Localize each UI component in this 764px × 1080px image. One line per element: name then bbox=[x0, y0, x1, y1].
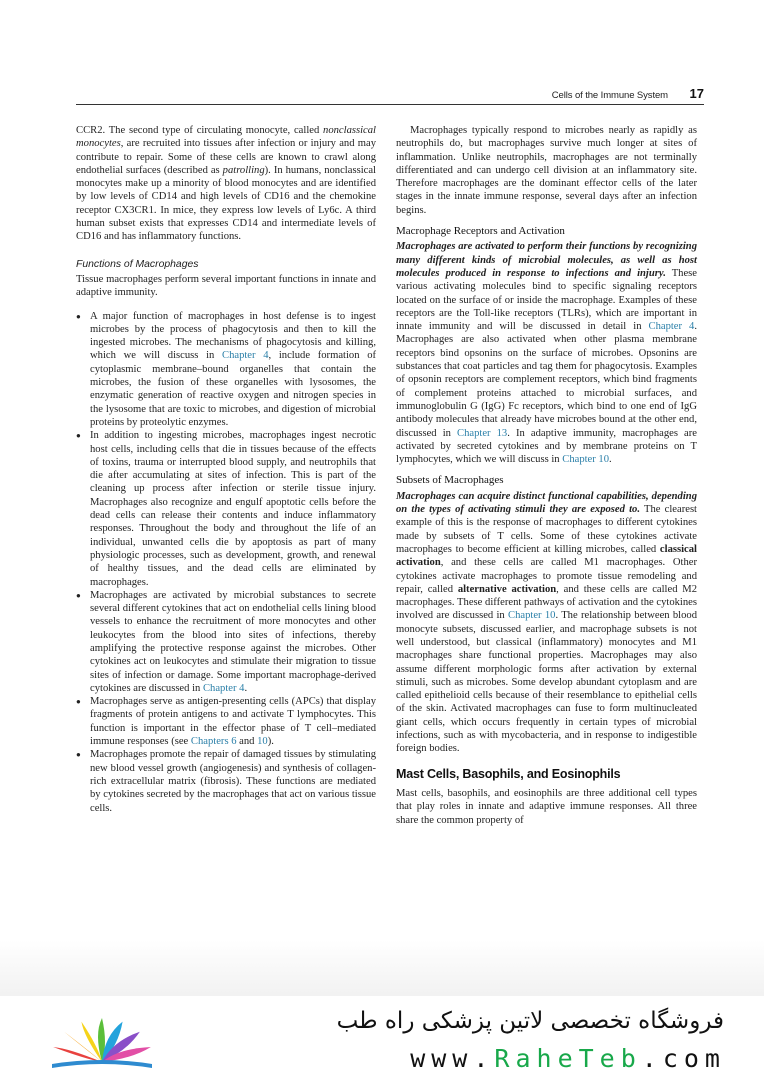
text-run: , and these cells are called M2 macrophages. These different pathways of activation and the cytokines involved are discussed in bbox=[396, 583, 698, 622]
chapter-reference[interactable]: Chapter 4 bbox=[202, 682, 245, 694]
right-column bbox=[396, 124, 697, 827]
text-run: Tissue macrophages perform several important functions in innate and adaptive immunity. bbox=[76, 273, 376, 299]
text-run: The clearest example of this is the response of macrophages to different cytokines made by subsets of T cells. Some of these cytokines activate macrophages to become efficient at killing microbes, called bbox=[396, 504, 698, 555]
text-run: alternative activation bbox=[457, 583, 557, 595]
chapter-reference[interactable]: Chapter 10 bbox=[562, 454, 610, 466]
text-run: Macrophages are activated to perform their functions by recognizing many different kinds of microbial molecules, as well as host molecules produced in response to infections and injury. bbox=[396, 241, 697, 279]
paragraph bbox=[396, 787, 697, 827]
text-run: patrolling bbox=[222, 164, 265, 176]
list-item bbox=[76, 589, 376, 695]
list-item bbox=[76, 429, 376, 589]
running-header-chapter: Cells of the Immune System bbox=[551, 90, 668, 101]
running-header bbox=[76, 86, 704, 105]
paragraph bbox=[396, 490, 697, 756]
logo-page bbox=[64, 1032, 102, 1062]
chapter-reference[interactable]: Chapter 10 bbox=[508, 610, 556, 622]
text-run: Macrophages are activated by microbial substances to secrete several different cytokines that act on endothelial cells lining blood vessels to enhance the recruitment of more monocytes and other leukocytes from the blood into sites of infections, thereby amplifying the protective response against the microbes. Other cytokines act on leukocytes and stimulate their migration to tissue sites of infection or damage. Some important macrophage-derived cytokines are discussed in bbox=[90, 589, 376, 694]
text-run: A major function of macrophages in host defense is to ingest microbes by the process of phagocytosis and then to kill the ingested microbes. The mechanisms of phagocytosis and killing, which we will discuss in bbox=[90, 310, 376, 362]
book-logo-icon bbox=[38, 1004, 166, 1074]
chapter-reference[interactable]: 10 bbox=[257, 736, 268, 748]
subheading-functions-of-macrophages: Functions of Macrophages bbox=[76, 258, 199, 270]
left-column bbox=[76, 124, 376, 815]
chapter-reference[interactable]: Chapter 4 bbox=[648, 321, 695, 333]
text-run: . Macrophages are also activated when other plasma membrane receptors bind opsonins on the surface of microbes. Opsonins are substances that coat particles and tag them for phagocytosis. Examples of opsonin receptors are complement receptors, which bind fragments of complement proteins attached to microbial surfaces, and immunoglobulin G (IgG) Fc receptors, which bind to one end of IgG antibody molecules that already have microbes bound at the other end, discussed in bbox=[396, 321, 697, 439]
text-run: nonclassical monocytes bbox=[76, 125, 376, 150]
page-number: 17 bbox=[689, 86, 704, 101]
text-run: classical activation bbox=[396, 543, 697, 569]
paragraph bbox=[396, 124, 697, 217]
paragraph bbox=[76, 273, 376, 300]
site-url-prefix: www. bbox=[410, 1044, 495, 1073]
text-run: and bbox=[236, 736, 258, 748]
text-run: Macrophages serve as antigen-presenting cells (APCs) that display fragments of protein antigens to and activate T lymphocytes. This function is important in the effector phase of T cell–mediated immune responses (see bbox=[90, 696, 376, 748]
bullet-list bbox=[76, 310, 376, 815]
text-run: , are recruited into tissues after infection or injury and may contribute to repair. Some of these cells are known to crawl along endothelial surfaces (described as bbox=[76, 138, 376, 176]
section-heading-mast-cells: Mast Cells, Basophils, and Eosinophils bbox=[396, 766, 621, 781]
page-fade bbox=[0, 940, 764, 1000]
text-run: These various activating molecules bind to specific signaling receptors located on the surface of or inside the macrophage. Examples of these receptors are the Toll-like receptors (TLRs), which are important in innate immunity and will be discussed in detail in bbox=[396, 267, 697, 333]
text-run: . In adaptive immunity, macrophages are activated by secreted cytokines and by membrane proteins on T lymphocytes, which we will discuss in bbox=[396, 427, 697, 466]
chapter-reference[interactable]: Chapter 4 bbox=[222, 350, 269, 362]
text-run: ). In humans, nonclassical monocytes make up a minority of blood monocytes and are identified by low levels of CD14 and high levels of CD16 and the chemokine receptor CX3CR1. In mice, they express low levels of Ly6c. A third human subset exists that expresses CD14 and intermediate levels of CD16 and has inflammatory functions. bbox=[76, 164, 376, 243]
text-run: . bbox=[609, 454, 612, 466]
watermark-banner bbox=[0, 996, 764, 1080]
subheading-subsets: Subsets of Macrophages bbox=[396, 474, 504, 487]
subheading-receptors-activation: Macrophage Receptors and Activation bbox=[396, 225, 565, 238]
paragraph bbox=[76, 124, 376, 244]
text-run: ). bbox=[267, 736, 274, 748]
logo-base bbox=[52, 1060, 152, 1068]
list-item bbox=[76, 695, 376, 748]
list-item bbox=[76, 310, 376, 430]
text-run: Macrophages promote the repair of damaged tissues by stimulating new blood vessel growth (angiogenesis) and synthesis of collagen-rich extracellular matrix (fibrosis). These functions are mediated by cytokines secreted by the macrophages that act on various tissue cells. bbox=[90, 749, 376, 814]
chapter-reference[interactable]: Chapters 6 bbox=[190, 736, 237, 748]
shop-name: فروشگاه تخصصی لاتین پزشکی راه طب bbox=[336, 1008, 724, 1034]
text-run: CCR2. The second type of circulating monocyte, called bbox=[76, 125, 324, 136]
paragraph bbox=[396, 240, 697, 466]
list-item bbox=[76, 748, 376, 814]
text-run: Mast cells, basophils, and eosinophils are three additional cell types that play roles in innate and adaptive immune responses. All three share the common property of bbox=[396, 787, 697, 826]
text-run: Macrophages typically respond to microbes nearly as rapidly as neutrophils do, but macrophages survive much longer at sites of inflammation. Unlike neutrophils, macrophages are not terminally differentiated and can undergo cell division at an inflammatory site. Therefore macrophages are the dominant effector cells of the later stages in the innate immune response, several days after an infection begins. bbox=[396, 125, 697, 216]
text-run: , include formation of cytoplasmic membrane–bound organelles that contain the microbes, the fusion of these organelles with lysosomes, the enzymatic generation of reactive oxygen and nitrogen species in the lysosome that are toxic to microbes, and digestion of microbial proteins by proteolytic enzymes. bbox=[90, 350, 377, 428]
text-run: . bbox=[244, 682, 248, 694]
text-run: Macrophages can acquire distinct functional capabilities, depending on the types of activating stimuli they are exposed to. bbox=[396, 490, 697, 516]
site-url-brand: RaheTeb bbox=[494, 1044, 642, 1073]
site-url bbox=[410, 1044, 726, 1073]
text-run: . The relationship between blood monocyte subsets, discussed earlier, and macrophage subsets is not well understood, but classical (inflammatory) monocytes and M1 macrophages share functional properties. Macrophages may also assume different morphologic forms after activation by external stimuli, such as microbes. Some develop abundant cytoplasm and are called epithelioid cells because of their resemblance to epithelial cells of the skin. Activated macrophages can fuse to form multinucleated giant cells, which occurs frequently in certain types of microbial infections, such as with mycobacteria, and in response to indigestible foreign bodies. bbox=[396, 610, 697, 755]
text-run: In addition to ingesting microbes, macrophages ingest necrotic host cells, including cells that die in tissues because of the effects of toxins, trauma or interrupted blood supply, and neutrophils that die after accumulating at sites of infection. This is part of the cleaning up process after infection or sterile tissue injury. Macrophages also recognize and engulf apoptotic cells before the dead cells can release their contents and induce inflammatory responses. Throughout the body and throughout the life of an individual, unwanted cells die by apoptosis as part of many physiologic processes, such as development, growth, and renewal of healthy tissues, and the dead cells are eliminated by macrophages. bbox=[90, 430, 376, 588]
site-url-suffix: .com bbox=[641, 1044, 726, 1073]
text-run: , and these cells are called M1 macrophages. Other cytokines activate macrophages to promote tissue remodeling and repair, called bbox=[396, 557, 697, 595]
chapter-reference[interactable]: Chapter 13 bbox=[457, 427, 508, 439]
